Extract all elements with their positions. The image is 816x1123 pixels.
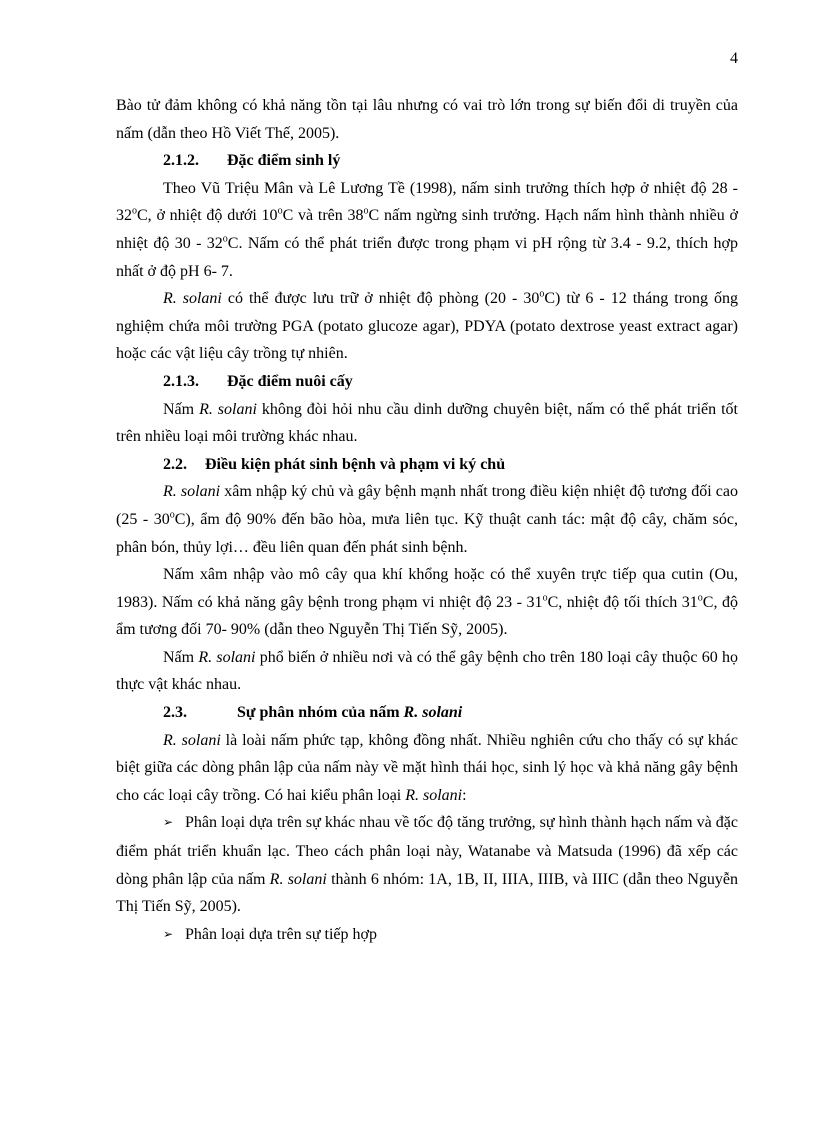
bullet-item-growth [116, 809, 738, 920]
heading-number: 2.3. [163, 704, 187, 722]
text-run: không đòi hỏi nhu cầu dinh dưỡng chuyên biệt, nấm có thể phát triển tốt trên nhiều loại môi trường khác nhau. [116, 400, 738, 446]
degree-sup: o [539, 288, 545, 300]
text-run: C, ở nhiệt độ dưới 10 [137, 207, 278, 225]
text-run: Nấm [163, 648, 199, 666]
heading-title: Sự phân nhóm của nấm [237, 704, 404, 722]
heading-2-2 [116, 451, 738, 479]
paragraph-infection-conditions [116, 478, 738, 561]
text-run: là loài nấm phức tạp, không đồng nhất. Nhiều nghiên cứu cho thấy có sự khác biệt giữa các dòng phân lập của nấm này về mặt hình thái học, sinh lý học và khả năng gây bệnh cho các loại cây trồng. Có hai kiểu phân loại [116, 731, 738, 804]
degree-sup: o [363, 206, 369, 218]
degree-sup: o [132, 206, 137, 218]
text-run: thành 6 nhóm: 1A, 1B, II, IIIA, IIIB, và IIIC (dẫn theo Nguyễn Thị Tiến Sỹ, 2005). [116, 870, 739, 916]
text-run: Phân loại dựa trên sự tiếp hợp [185, 925, 377, 943]
species-name: R. solani [163, 731, 221, 749]
paragraph-physiology [116, 175, 738, 285]
heading-2-1-2 [116, 147, 738, 175]
bullet-item-anastomosis [116, 921, 738, 950]
heading-2-1-3 [116, 368, 738, 396]
text-run: Phân loại dựa trên sự khác nhau về tốc độ tăng trưởng, sự hình thành hạch nấm và đặc điểm phát triển khuẩn lạc. Theo cách phân loại này, Watanabe và Matsuda (1996) đã xếp các dòng phân lập của nấm [116, 814, 738, 888]
arrow-bullet-icon: ➢ [163, 815, 174, 830]
text-run: : [462, 786, 467, 804]
degree-sup: o [169, 509, 175, 521]
species-name: R. solani [405, 786, 463, 804]
page-number: 4 [730, 50, 738, 67]
heading-title: Đặc điểm sinh lý [227, 152, 341, 170]
text-run: có thể được lưu trữ ở nhiệt độ phòng (20 - 30 [221, 290, 540, 308]
body-text [116, 92, 738, 949]
heading-species: R. solani [403, 704, 463, 722]
degree-sup: o [697, 592, 703, 604]
text-run: C và trên 38 [282, 207, 364, 225]
text-run: phổ biến ở nhiều nơi và có thể gây bệnh cho trên 180 loại cây thuộc 60 họ thực vật khác nhau. [116, 648, 739, 694]
species-name: R. solani [269, 870, 327, 888]
text-run: C), ẩm độ 90% đến bão hòa, mưa liên tục. Kỹ thuật canh tác: mật độ cây, chăm sóc, phân bón, thủy lợi… đều liên quan đến phát sinh bệnh. [116, 510, 738, 556]
text-run: Theo Vũ Triệu Mân và Lê Lương Tề (1998), nấm sinh trưởng thích hợp ở nhiệt độ 28 - 32 [116, 179, 738, 225]
paragraph-classification-intro [116, 727, 738, 810]
degree-sup: o [542, 592, 548, 604]
text-run: xâm nhập ký chủ và gây bệnh mạnh nhất trong điều kiện nhiệt độ tương đối cao (25 - 30 [116, 483, 739, 528]
text-run: Nấm xâm nhập vào mô cây qua khí khổng hoặc có thể xuyên trực tiếp qua cutin (Ou, 1983). Nấm có khả năng gây bệnh trong phạm vi nhiệt độ 23 - 31 [116, 566, 738, 611]
text-run: Nấm [163, 400, 200, 418]
paragraph-basidiospore: Bào tử đảm không có khả năng tồn tại lâu nhưng có vai trò lớn trong sự biến đổi di truyền của nấm (dẫn theo Hồ Viết Thế, 2005). [116, 97, 738, 142]
heading-2-3 [116, 699, 738, 727]
degree-sup: o [222, 233, 228, 245]
paragraph-storage [116, 285, 738, 368]
heading-number: 2.2. [163, 455, 187, 473]
paragraph-host-range [116, 644, 738, 699]
species-name: R. solani [198, 648, 256, 666]
text-run: C) từ 6 - 12 tháng trong ống nghiệm chứa môi trường PGA (potato glucoze agar), PDYA (potato dextrose yeast extract agar) hoặc các vật liệu cây trồng tự nhiên. [116, 290, 739, 363]
degree-sup: o [277, 206, 283, 218]
species-name: R. solani [163, 483, 221, 501]
species-name: R. solani [163, 290, 222, 308]
species-name: R. solani [199, 400, 257, 418]
heading-title: Điều kiện phát sinh bệnh và phạm vi ký chủ [205, 455, 506, 473]
heading-title: Đặc điểm nuôi cấy [227, 372, 353, 390]
paragraph-penetration [116, 561, 738, 644]
paragraph-culture [116, 396, 738, 451]
text-run: C nấm ngừng sinh trưởng. Hạch nấm hình thành nhiều ở nhiệt độ 30 - 32 [116, 207, 739, 252]
text-run: C, độ ẩm tương đối 70- 90% (dẫn theo Nguyễn Thị Tiến Sỹ, 2005). [116, 593, 739, 639]
heading-number: 2.1.2. [163, 152, 199, 170]
heading-number: 2.1.3. [163, 372, 199, 390]
arrow-bullet-icon: ➢ [163, 926, 174, 941]
text-run: C. Nấm có thể phát triển được trong phạm vi pH rộng từ 3.4 - 9.2, thích hợp nhất ở độ pH 6- 7. [116, 234, 738, 280]
text-run: C, nhiệt độ tối thích 31 [547, 593, 698, 611]
